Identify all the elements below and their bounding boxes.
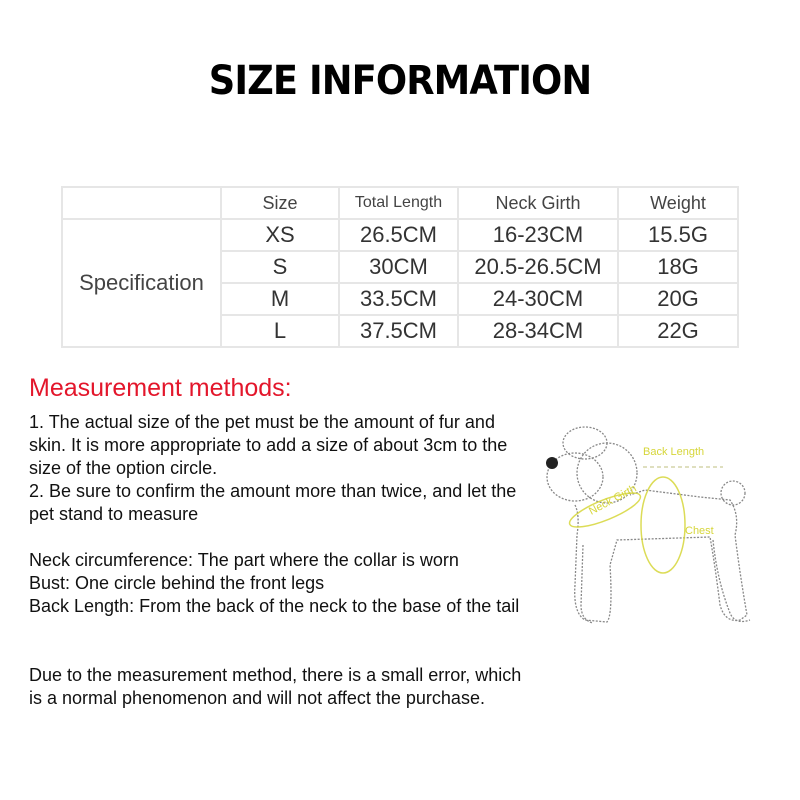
header-neck-girth: Neck Girth: [458, 187, 618, 219]
page-title: SIZE INFORMATION: [208, 58, 592, 104]
instruction-2: 2. Be sure to confirm the amount more than twice, and let the pet stand to measure: [29, 481, 517, 524]
header-size: Size: [221, 187, 339, 219]
measurement-note: Due to the measurement method, there is a small error, which is a normal phenomenon and will not affect the purchase.: [29, 665, 522, 708]
cell-weight: 15.5G: [618, 219, 738, 251]
cell-total-length: 30CM: [339, 251, 458, 283]
cell-weight: 18G: [618, 251, 738, 283]
measurement-heading: Measurement methods:: [29, 374, 292, 402]
back-length-label: Back Length: [643, 446, 705, 458]
cell-weight: 22G: [618, 315, 738, 347]
definitions-block: [29, 549, 529, 618]
cell-size: M: [221, 283, 339, 315]
header-total-length: Total Length: [339, 187, 458, 219]
cell-neck-girth: 28-34CM: [458, 315, 618, 347]
instruction-1: 1. The actual size of the pet must be the amount of fur and skin. It is more appropriate to add a size of about 3cm to the size of the option circle.: [29, 412, 508, 478]
cell-neck-girth: 16-23CM: [458, 219, 618, 251]
instructions-block: [29, 411, 529, 526]
nose-icon: [546, 457, 558, 469]
size-table: [61, 186, 739, 348]
neck-girth-label: Neck Girth: [587, 482, 639, 518]
cell-size: L: [221, 315, 339, 347]
definition-back-length: Back Length: From the back of the neck to the base of the tail: [29, 596, 520, 616]
specification-label: Specification: [62, 219, 221, 347]
cell-neck-girth: 24-30CM: [458, 283, 618, 315]
cell-weight: 20G: [618, 283, 738, 315]
cell-size: XS: [221, 219, 339, 251]
definition-neck: Neck circumference: The part where the collar is worn: [29, 550, 459, 570]
cell-total-length: 26.5CM: [339, 219, 458, 251]
header-weight: Weight: [618, 187, 738, 219]
cell-total-length: 33.5CM: [339, 283, 458, 315]
dog-measurement-diagram: [535, 415, 760, 640]
cell-total-length: 37.5CM: [339, 315, 458, 347]
note-block: [29, 664, 529, 710]
header-empty-cell: [62, 187, 221, 219]
cell-size: S: [221, 251, 339, 283]
definition-bust: Bust: One circle behind the front legs: [29, 573, 325, 593]
cell-neck-girth: 20.5-26.5CM: [458, 251, 618, 283]
table-row: [62, 219, 738, 251]
table-header-row: [62, 187, 738, 219]
chest-label: Chest: [685, 525, 714, 537]
